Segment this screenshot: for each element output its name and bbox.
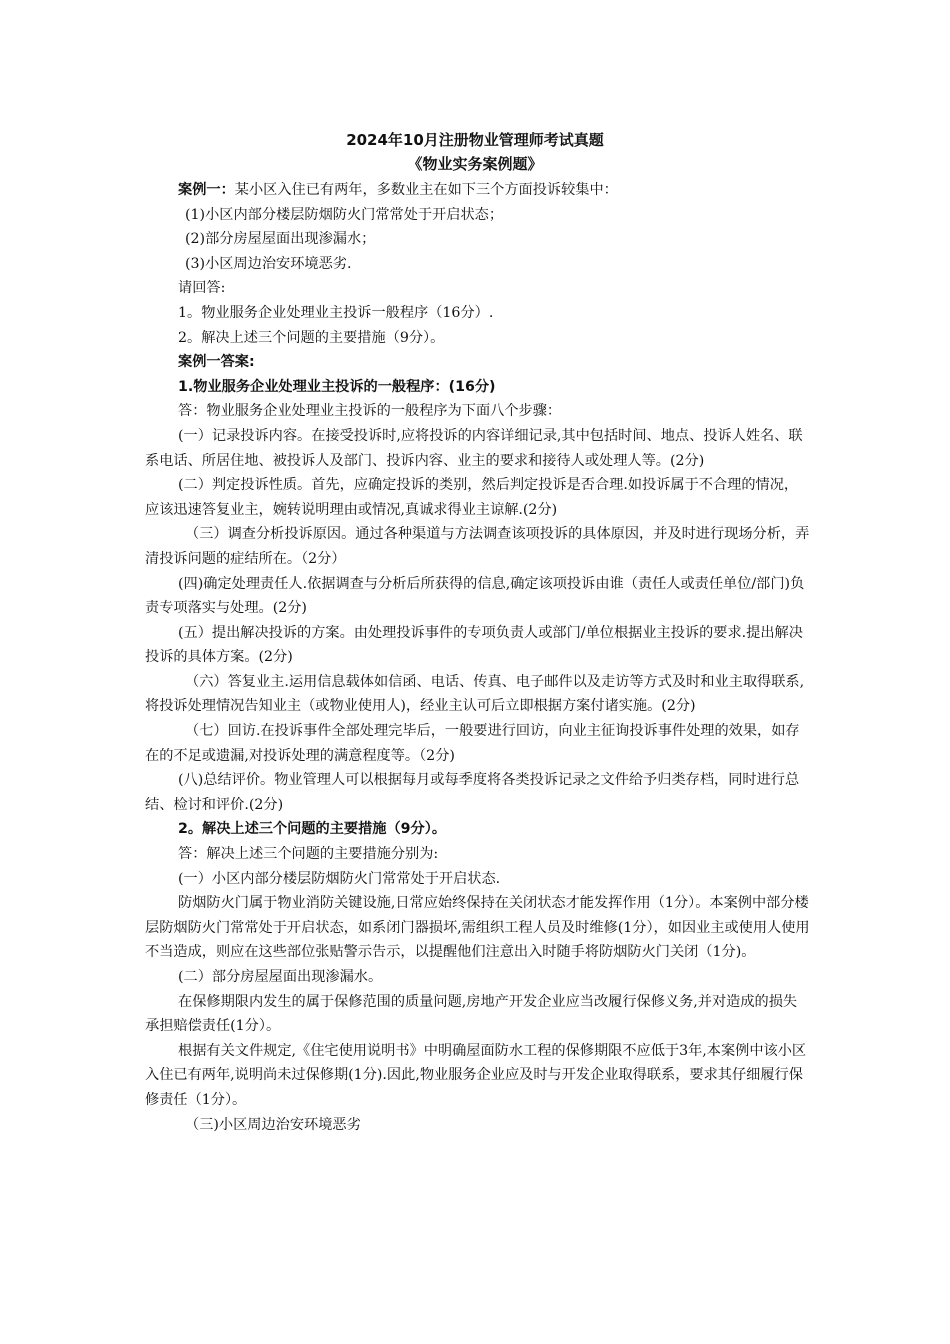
step-8: (八)总结评价。物业管理人可以根据每月或每季度将各类投诉记录之文件给予归类存档，同时进行总结、检讨和评价.(2分)	[145, 772, 800, 813]
measure-2-body-1: 在保修期限内发生的属于保修范围的质量问题,房地产开发企业应当改履行保修义务,并对造成的损失承担赔偿责任(1分）。	[145, 993, 798, 1035]
step-2: (二）判定投诉性质。首先，应确定投诉的类别，然后判定投诉是否合理.如投诉属于不合理的情况，应该迅速答复业主，婉转说明理由或情况,真诚求得业主谅解.(2分)	[145, 477, 799, 518]
step-4: (四)确定处理责任人.依据调查与分析后所获得的信息,确定该项投诉由谁（责任人或责任单位/部门)负责专项落实与处理。(2分)	[145, 575, 805, 617]
answer-part2-intro: 答：解决上述三个问题的主要措施分别为:	[178, 846, 439, 863]
case1-item-1: (1)小区内部分楼层防烟防火门常常处于开启状态；	[185, 206, 504, 223]
step-5: (五）提出解决投诉的方案。由处理投诉事件的专项负责人或部门/单位根据业主投诉的要求.提出解决投诉的具体方案。(2分)	[145, 624, 803, 666]
answer-part2-heading: 2。解决上述三个问题的主要措施（9分）。	[178, 821, 447, 838]
answer-part1-intro: 答：物业服务企业处理业主投诉的一般程序为下面八个步骤：	[178, 403, 562, 420]
answer-part1-heading: 1.物业服务企业处理业主投诉的一般程序：(16分)	[178, 378, 496, 395]
step-6: （六）答复业主.运用信息载体如信函、电话、传真、电子邮件以及走访等方式及时和业主取得联系,将投诉处理情况告知业主（或物业使用人)，经业主认可后立即根据方案付诸实施。(2分)	[145, 673, 805, 715]
measure-2-body-2: 根据有关文件规定,《住宅使用说明书》中明确屋面防水工程的保修期限不应低于3年,本案例中该小区入住已有两年,说明尚未过保修期(1分).因此,物业服务企业应及时与开发企业取得联系，要求其仔细履行保修责任（1分）。	[145, 1042, 807, 1108]
case1-question-2: 2。解决上述三个问题的主要措施（9分）。	[178, 329, 445, 346]
case1-intro: 某小区入住已有两年，多数业主在如下三个方面投诉较集中：	[234, 182, 618, 198]
answer-heading: 案例一答案:	[178, 354, 255, 371]
case1-item-2: (2)部分房屋屋面出现渗漏水；	[185, 231, 376, 248]
case1-prompt: 请回答:	[178, 280, 226, 297]
document-body	[145, 178, 810, 1137]
case1-item-3: (3)小区周边治安环境恶劣.	[185, 255, 352, 272]
step-3: （三）调查分析投诉原因。通过各种渠道与方法调查该项投诉的具体原因，并及时进行现场分析，弄清投诉问题的症结所在。（2分）	[145, 526, 810, 567]
case1-label: 案例一：	[178, 182, 235, 198]
step-7: （七）回访.在投诉事件全部处理完毕后，一般要进行回访，向业主征询投诉事件处理的效果，如存在的不足或遗漏,对投诉处理的满意程度等。（2分)	[145, 723, 800, 764]
case1-question-1: 1。物业服务企业处理业主投诉一般程序（16分）.	[178, 304, 494, 321]
measure-1-body: 防烟防火门属于物业消防关键设施,日常应始终保持在关闭状态才能发挥作用（1分）。本案例中部分楼层防烟防火门常常处于开启状态，如系闭门器损坏,需组织工程人员及时维修(1分），如因业主或使用人使用不当造成，则应在这些部位张贴警示告示，以提醒他们注意出入时随手将防烟防火门关闭（1分)。	[145, 895, 810, 961]
measure-3-title: （三)小区周边治安环境恶劣	[185, 1116, 361, 1133]
case1-intro-paragraph	[145, 178, 810, 203]
measure-2-title: (二）部分房屋屋面出现渗漏水。	[178, 969, 383, 985]
measure-1-title: (一）小区内部分楼层防烟防火门常常处于开启状态.	[178, 870, 501, 887]
step-1: (一）记录投诉内容。在接受投诉时,应将投诉的内容详细记录,其中包括时间、地点、投诉人姓名、联系电话、所居住地、被投诉人及部门、投诉内容、业主的要求和接待人或处理人等。(2分)	[145, 427, 803, 469]
page-subtitle: 《物业实务案例题》	[407, 155, 543, 173]
page-title: 2024年10月注册物业管理师考试真题	[346, 131, 604, 149]
